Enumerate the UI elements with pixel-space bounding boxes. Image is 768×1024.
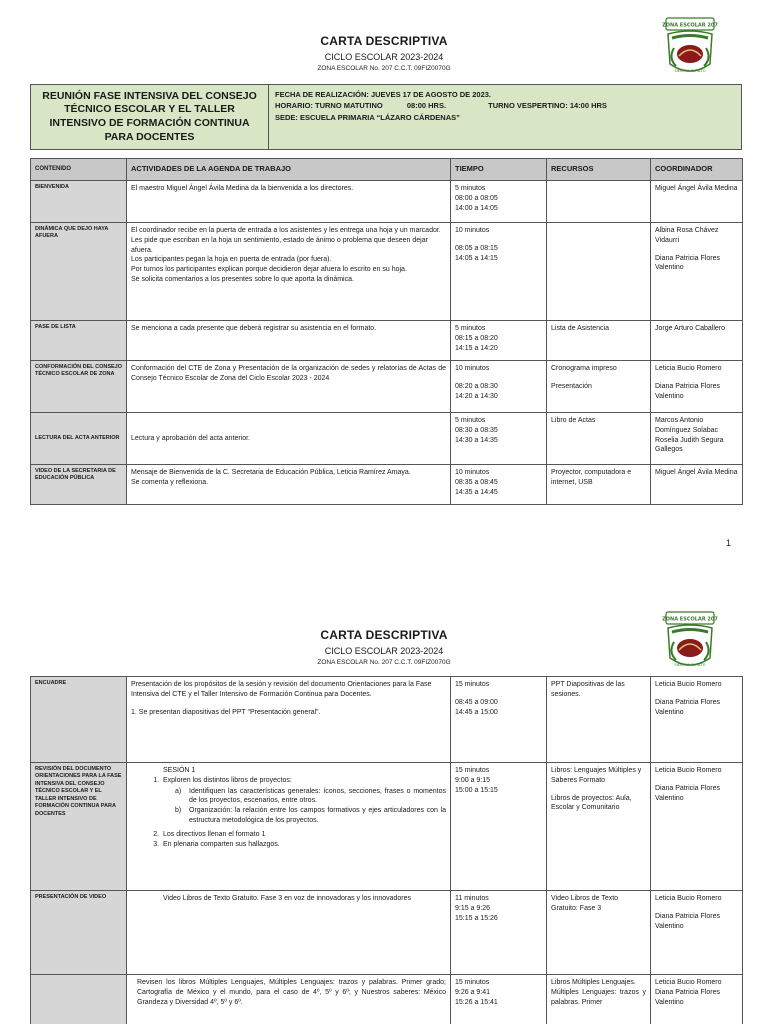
cell-text: 08:45 a 09:00 [455,698,498,706]
table-cell [651,413,743,465]
cell-text: 08:30 a 08:35 [455,426,498,434]
cell-text: Libros Múltiples Lenguajes. [551,979,636,986]
cell-text: Leticia Bucio Romero [655,767,722,774]
spacer [131,700,446,708]
cell-text: Miguel Ángel Ávila Medina [655,469,738,476]
spacer [455,690,542,698]
list-item [173,787,446,807]
cell-text: 9:26 a 9:41 [455,988,491,996]
list-item-text: Los directivos llenan el formato 1 [163,830,266,838]
cell-text: Video Libros de Texto Gratuito: Fase 3 [551,895,619,912]
zone-code: ZONA ESCOLAR No. 207 C.C.T. 09FIZ0070G [317,659,451,666]
cell-text: 10 minutos [455,227,490,234]
col-header-time: TIEMPO [451,159,547,181]
list-item-text: Identifiquen las características generales: íconos, secciones, frases o momentos de los proyectos, escenarios, entre otros. [189,787,446,805]
list-item [161,840,446,850]
cell-text: Diana Patricia Flores Valentino [655,254,720,272]
cell-text: Cronograma impreso [551,365,617,372]
zone-code: ZONA ESCOLAR No. 207 C.C.T. 09FIZ0070G [317,65,451,72]
meeting-title: REUNIÓN FASE INTENSIVA DEL CONSEJO TÉCNICO ESCOLAR Y EL TALLER INTENSIVO DE FORMACIÓN CONTINUA PARA DOCENTES [31,85,269,149]
table-cell [127,891,451,975]
list-item-text: b) [175,807,182,815]
svg-text:SIEMPRE EN ALTO: SIEMPRE EN ALTO [674,69,706,73]
spacer [655,246,738,254]
cell-text: 1. Se presentan diapositivas del PPT “Presentación general”. [131,708,321,716]
table-cell [547,321,651,361]
meeting-date: FECHA DE REALIZACIÓN: JUEVES 17 DE AGOSTO DE 2023. [275,90,492,99]
cell-text: 15:26 a 15:41 [455,998,498,1006]
table-cell: PASE DE LISTA [31,321,127,361]
cell-text: 14:00 a 14:05 [455,204,498,212]
table-cell [451,181,547,223]
cell-text: Diana Patricia Flores Valentino [655,912,720,930]
svg-text:ZONA ESCOLAR 207: ZONA ESCOLAR 207 [662,616,718,623]
table-cell [451,223,547,321]
table-cell [127,321,451,361]
cell-text: 15:00 a 15:15 [455,786,498,794]
spacer [455,374,542,382]
svg-text:SIEMPRE EN ALTO: SIEMPRE EN ALTO [674,663,706,667]
cell-text: Lista de Asistencia [551,325,609,332]
cell-text: Lectura y aprobación del acta anterior. [131,434,251,442]
cell-text: Jorge Arturo Caballero [655,325,726,332]
table-cell [451,321,547,361]
agenda-table-page-1 [30,158,743,505]
spacer [655,374,738,382]
table-cell [547,413,651,465]
col-header-activities: ACTIVIDADES DE LA AGENDA DE TRABAJO [127,159,451,181]
cell-text: Presentación [551,382,592,390]
table-cell [547,465,651,505]
table-row [31,413,743,465]
table-row [31,763,743,891]
table-cell [547,181,651,223]
table-cell: LECTURA DEL ACTA ANTERIOR [31,413,127,465]
cell-text: 5 minutos [455,417,486,424]
cell-text: Libro de Actas [551,417,596,424]
cell-text: Roselia Judith Segura Gallegos [655,436,724,454]
table-cell [127,223,451,321]
list-item [161,830,446,840]
table-row [31,181,743,223]
table-cell [547,677,651,763]
agenda-table-page-2 [30,676,743,1024]
table-cell [651,763,743,891]
table-row [31,321,743,361]
cell-text: 11 minutos [455,895,489,902]
cell-text: El coordinador recibe en la puerta de entrada a los asistentes y les entrega una hoja y un marcador. [131,227,441,234]
meeting-schedule: HORARIO: TURNO MATUTINO 08:00 HRS. TURNO VESPERTINO: 14:00 HRS [275,101,607,111]
table-cell [451,891,547,975]
table-cell [651,181,743,223]
cell-text: 9:15 a 9:26 [455,904,491,912]
table-row [31,975,743,1024]
col-header-resources: RECURSOS [547,159,651,181]
list-item-text: a) [175,787,182,795]
spacer [655,904,738,912]
cell-text: Leticia Bucio Romero [655,895,722,902]
cell-text: Se comenta y reflexiona. [131,478,209,486]
cell-text: Marcos Antonio Domínguez Solabac [655,417,719,434]
cell-text: Diana Patricia Flores Valentino [655,988,720,1006]
list-item [161,776,446,830]
cell-text: Presentación de los propósitos de la sesión y revisión del documento Orientaciones para la Fase Intensiva del CTE y el Taller Intensivo de Formación Continua para Docentes. [131,681,432,698]
cell-text: 10 minutos [455,469,490,476]
spacer [655,776,738,784]
table-row [31,465,743,505]
table-cell [547,223,651,321]
meeting-venue: SEDE: ESCUELA PRIMARIA “LÁZARO CÁRDENAS” [275,112,460,122]
cell-text: Mensaje de Bienvenida de la C. Secretaria de Educación Pública, Leticia Ramírez Amaya. [131,469,411,476]
cell-text: Les pide que escriban en la hoja un sentimiento, estado de ánimo o problema que deseen dejar afuera. [131,236,428,254]
cell-text: 08:15 a 08:20 [455,334,498,342]
table-cell [127,763,451,891]
spacer [551,786,646,794]
table-cell: BIENVENIDA [31,181,127,223]
cell-text: Se solicita comentarios a los presentes sobre lo que aporta la dinámica. [131,275,354,283]
cell-text: 10 minutos [455,365,490,372]
table-cell [451,763,547,891]
cell-text: Libros: Lenguajes Múltiples y Saberes Formato [551,767,642,784]
cell-text: 15 minutos [455,767,490,774]
cell-text: 15 minutos [455,979,490,986]
cell-text: Libros de proyectos: Aula, Escolar y Comunitario [551,794,632,812]
meeting-banner [30,84,742,150]
cell-text: 14:20 a 14:30 [455,392,498,400]
page-header [0,628,768,666]
page-header [0,34,768,72]
cell-text: PPT Diapositivas de las sesiones. [551,681,625,698]
cell-text: Los participantes pegan la hoja en puerta de entrada (por fuera). [131,256,332,264]
cell-text: Video Libros de Texto Gratuito. Fase 3 en voz de innovadoras y los innovadores [163,895,412,902]
cell-text: 5 minutos [455,325,486,332]
table-cell: DINÁMICA QUE DEJO HAYA AFUERA [31,223,127,321]
cell-text: Proyector, computadora e internet, USB [551,469,632,486]
table-cell [31,975,127,1024]
table-cell [547,763,651,891]
cell-text: 08:00 a 08:05 [455,194,498,202]
cell-text: 08:20 a 08:30 [455,382,498,390]
table-cell [127,413,451,465]
table-cell [547,975,651,1024]
table-cell [451,677,547,763]
spacer [455,236,542,244]
table-cell [651,677,743,763]
table-header-row [31,159,743,181]
list-item-text: Organización: la relación entre los campos formativos y ejes articuladores con la estructura metodológica de los proyectos. [189,807,446,824]
list-item-text: En plenaria comparten sus hallazgos. [163,840,280,848]
cell-text: 14:30 a 14:35 [455,436,498,444]
cell-text: Diana Patricia Flores Valentino [655,698,720,716]
table-cell [547,891,651,975]
table-cell: ENCUADRE [31,677,127,763]
cell-text: 9:00 a 9:15 [455,776,491,784]
school-cycle: CICLO ESCOLAR 2023-2024 [324,52,444,62]
table-cell [127,677,451,763]
table-cell [651,321,743,361]
table-cell: PRESENTACIÓN DE VIDEO [31,891,127,975]
table-cell [451,361,547,413]
cell-text: 5 minutos [455,185,486,192]
document-title: CARTA DESCRIPTIVA [320,628,448,642]
cell-text: 14:15 a 14:20 [455,344,498,352]
page-number: 1 [726,538,732,548]
table-cell [651,891,743,975]
cell-text: 15 minutos [455,681,490,688]
numbered-list [163,787,446,826]
cell-text: El maestro Miguel Ángel Ávila Medina da la bienvenida a los directores. [131,185,354,192]
spacer [551,374,646,382]
cell-text: Conformación del CTE de Zona y Presentación de la organización de sedes y relatorías de Actas de Consejo Técnico Escolar de Zona del Ciclo Escolar 2023 - 2024 [131,365,446,382]
cell-text: 14:45 a 15:00 [455,708,498,716]
cell-text: Múltiples Lenguajes: trazos y palabras. Primer [551,988,646,1006]
col-header-content: CONTENIDO [31,159,127,181]
table-cell [451,465,547,505]
table-cell: VIDEO DE LA SECRETARIA DE EDUCACIÓN PÚBLICA [31,465,127,505]
table-cell: REVISIÓN DEL DOCUMENTO ORIENTACIONES PARA LA FASE INTENSIVA DEL CONSEJO TÉCNICO ESCOLAR Y EL TALLER INTENSIVO DE FORMACIÓN CONTINUA PARA DOCENTES [31,763,127,891]
list-item [173,806,446,826]
school-cycle: CICLO ESCOLAR 2023-2024 [324,646,444,656]
school-zone-seal-icon [660,14,720,82]
svg-text:ZONA ESCOLAR 207: ZONA ESCOLAR 207 [662,22,718,29]
page-2 [0,590,768,1024]
document-title: CARTA DESCRIPTIVA [320,34,448,48]
table-row [31,677,743,763]
cell-text: 14:05 a 14:15 [455,254,498,262]
cell-text: Leticia Bucio Romero [655,681,722,688]
cell-text: Leticia Bucio Romero [655,979,722,986]
table-cell [651,223,743,321]
cell-text: Leticia Bucio Romero [655,365,722,372]
table-row [31,891,743,975]
table-cell [127,465,451,505]
table-cell [547,361,651,413]
cell-text: Miguel Ángel Ávila Medina [655,185,738,192]
cell-text: Se menciona a cada presente que deberá registrar su asistencia en el formato. [131,325,377,332]
cell-text: 15:15 a 15:26 [455,914,498,922]
cell-text: Albina Rosa Chávez Vidaurri [655,227,719,244]
table-cell [651,465,743,505]
meeting-details [269,85,741,149]
cell-text: 08:05 a 08:15 [455,244,498,252]
col-header-coordinator: COORDINADOR [651,159,743,181]
table-row [31,223,743,321]
table-row [31,361,743,413]
table-cell: CONFORMACIÓN DEL CONSEJO TÉCNICO ESCOLAR DE ZONA [31,361,127,413]
list-item-text: Exploren los distintos libros de proyectos: [163,776,292,784]
cell-text: SESIÓN 1 [163,767,196,774]
school-zone-seal-icon [660,608,720,676]
cell-text: Revisen los libros Múltiples Lenguajes, Múltiples Lenguajes: trazos y palabras. Primer grado; Cartografía de México y el mundo, para el caso de 4º, 5º y 6º; y Nuestros saberes: México Grandeza y Diversidad 4º, 5º y 6º. [137,979,446,1006]
cell-text: 14:35 a 14:45 [455,488,498,496]
table-cell [451,413,547,465]
numbered-list [147,776,446,850]
table-cell [651,361,743,413]
cell-text: Diana Patricia Flores Valentino [655,784,720,802]
table-cell [127,361,451,413]
table-cell [451,975,547,1024]
cell-text: Por turnos los participantes explican porque decidieron dejar afuera lo escrito en su hoja. [131,266,407,274]
cell-text: 08:35 a 08:45 [455,478,498,486]
table-cell [127,181,451,223]
table-cell [127,975,451,1024]
cell-text: Diana Patricia Flores Valentino [655,382,720,400]
table-cell [651,975,743,1024]
spacer [655,690,738,698]
